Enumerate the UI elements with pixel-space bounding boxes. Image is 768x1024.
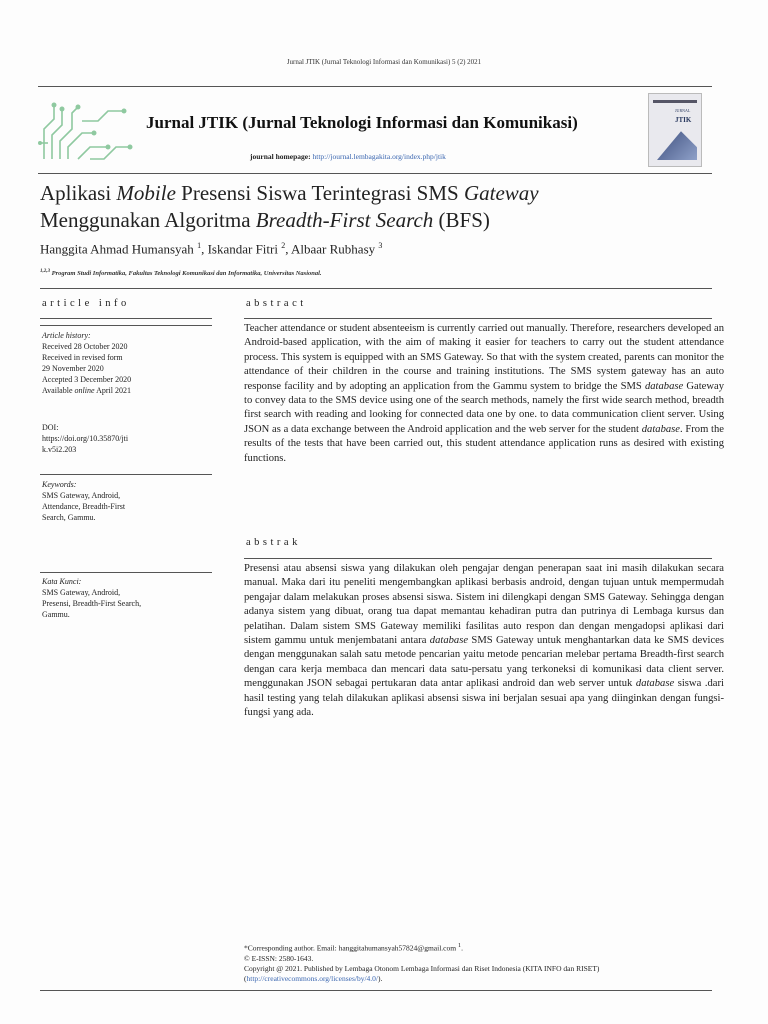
divider: [244, 558, 712, 559]
divider: [244, 318, 712, 319]
kata-kunci-label: Kata Kunci:: [42, 577, 82, 586]
doi-label: DOI:: [42, 423, 59, 432]
keywords-block: Keywords: SMS Gateway, Android, Attendance, Breadth-First Search, Gammu.: [42, 480, 126, 522]
journal-homepage: [250, 152, 446, 161]
cover-subtitle: JURNAL: [675, 108, 691, 113]
journal-banner: [38, 86, 712, 174]
divider: [40, 990, 712, 991]
cover-title: JTIK: [675, 116, 692, 124]
divider: [40, 572, 212, 573]
license-link[interactable]: http://creativecommons.org/licenses/by/4.0/: [246, 973, 379, 983]
abstrak-text: Presensi atau absensi siswa yang dilakukan oleh pengajar dengan penerapan saat ini masih dilakukan secara manual. Maka dari itu peneliti mengembangkan aplikasi berbasis android, dengan tujuan untuk mempermudah pengajar dalam melakukan proses absensi siswa. Sistem ini dilengkapi dengan SMS Gateway. Sehingga dengan adanya sistem yang dibuat, orang tua dapat memantau kehadiran putra dan putrinya di Lembaga kursus dan pelatihan. Dalam sistem SMS Gateway memiliki fasilitas auto respon dan dengan mengadopsi aplikasi dari sistem gammu untuk menjembatani antara database SMS Gateway untuk menghantarkan data ke SMS devices dengan menggunakan salah satu metode pencarian yaitu metode pencarian melebar pertama Breadth-first search dengan cara kerja membaca dan mencari data satu-persatu yang terkoneksi di komunikasi data client server. menggunakan JSON sebagai pertukaran data antar aplikasi android dan web server untuk database siswa .dari hasil testing yang telah dilakukan aplikasi absensi siswa ini berjalan sesuai apa yang diinginkan dengan fungsi-fungsi yang ada.: [244, 563, 724, 719]
author-list: Hanggita Ahmad Humansyah $^1$, Iskandar Fitri $^2$, Albaar Rubhasy $^3$: [40, 241, 383, 257]
issn: © E-ISSN: 2580-1643.: [244, 953, 314, 963]
doi-link[interactable]: https://doi.org/10.35870/jti k.v5i2.203: [42, 434, 129, 454]
paper-title: Aplikasi Mobile Presensi Siswa Terintegrasi SMS Gateway Menggunakan Algoritma Breadth-First Search (BFS): [40, 181, 539, 232]
homepage-link[interactable]: http://journal.lembagakita.org/index.php/jtik: [312, 152, 446, 161]
journal-cover-thumbnail: [648, 93, 702, 167]
abstrak-heading: abstrak: [246, 537, 301, 548]
abstract-heading: abstract: [246, 298, 307, 309]
divider: [40, 318, 212, 319]
affiliation: $^{1,2,3}$ Program Studi Informatika, Fakultas Teknologi Komunikasi dan Informatika, Universitas Nasional.: [40, 269, 322, 278]
circuit-logo-icon: [38, 99, 134, 165]
author-name: Albaar Rubhasy: [291, 241, 376, 257]
running-head: Jurnal JTIK (Jurnal Teknologi Informasi dan Komunikasi) 5 (2) 2021: [286, 58, 482, 66]
divider: [40, 325, 212, 326]
abstract-text: Teacher attendance or student absenteeism is currently carried out manually. Therefore, researchers developed an Android-based application, with the aim of making it easier for teachers to carry out the student attendance process. This system is equipped with an SMS Gateway. So that with the system created, parents can monitor the attendance of their children in the course and training institutions. The SMS system gateway has an auto response facility and by adopting an application from the Gammu system to bridge the SMS database Gateway to convey data to the SMS device using one of the search methods, namely the first wide search method, breadth first search with reading and looking for connected data one by one. to data communication client server. Using JSON as a data exchange between the Android application and the web server for the student database. From the results of the tests that have been carried out, this student attendance application runs as desired with existing functions.: [244, 323, 725, 464]
divider: [40, 288, 712, 289]
corresponding-author: *Corresponding author. Email: hanggitahumansyah57824@gmail.com: [244, 943, 457, 953]
history-label: Article history:: [42, 331, 91, 340]
homepage-label: journal homepage:: [250, 152, 311, 161]
article-info-heading: article info: [42, 298, 130, 309]
author-name: Hanggita Ahmad Humansyah: [40, 241, 194, 257]
keywords-label: Keywords:: [42, 480, 77, 489]
article-history: Article history: Received 28 October 2020 Received in revised form 29 November 2020 Accepted 3 December 2020 Available online April 2021: [42, 331, 132, 395]
journal-title: Jurnal JTIK (Jurnal Teknologi Informasi dan Komunikasi): [146, 113, 578, 132]
author-name: Iskandar Fitri: [207, 241, 278, 257]
footer-notes: *Corresponding author. Email: hanggitahumansyah57824@gmail.com $^1$. © E-ISSN: 2580-1643. Copyright @ 2021. Published by Lembaga Otonom Lembaga Informasi dan Riset Indonesia (KITA INFO dan RISET) (http://creativecommons.org/licenses/by/4.0/).: [244, 942, 600, 983]
doi-block: [42, 422, 214, 455]
kata-kunci-block: Kata Kunci: SMS Gateway, Android, Presensi, Breadth-First Search, Gammu.: [42, 577, 142, 619]
copyright: Copyright @ 2021. Published by Lembaga Otonom Lembaga Informasi dan Riset Indonesia (KITA INFO dan RISET): [244, 963, 600, 973]
divider: [40, 474, 212, 475]
